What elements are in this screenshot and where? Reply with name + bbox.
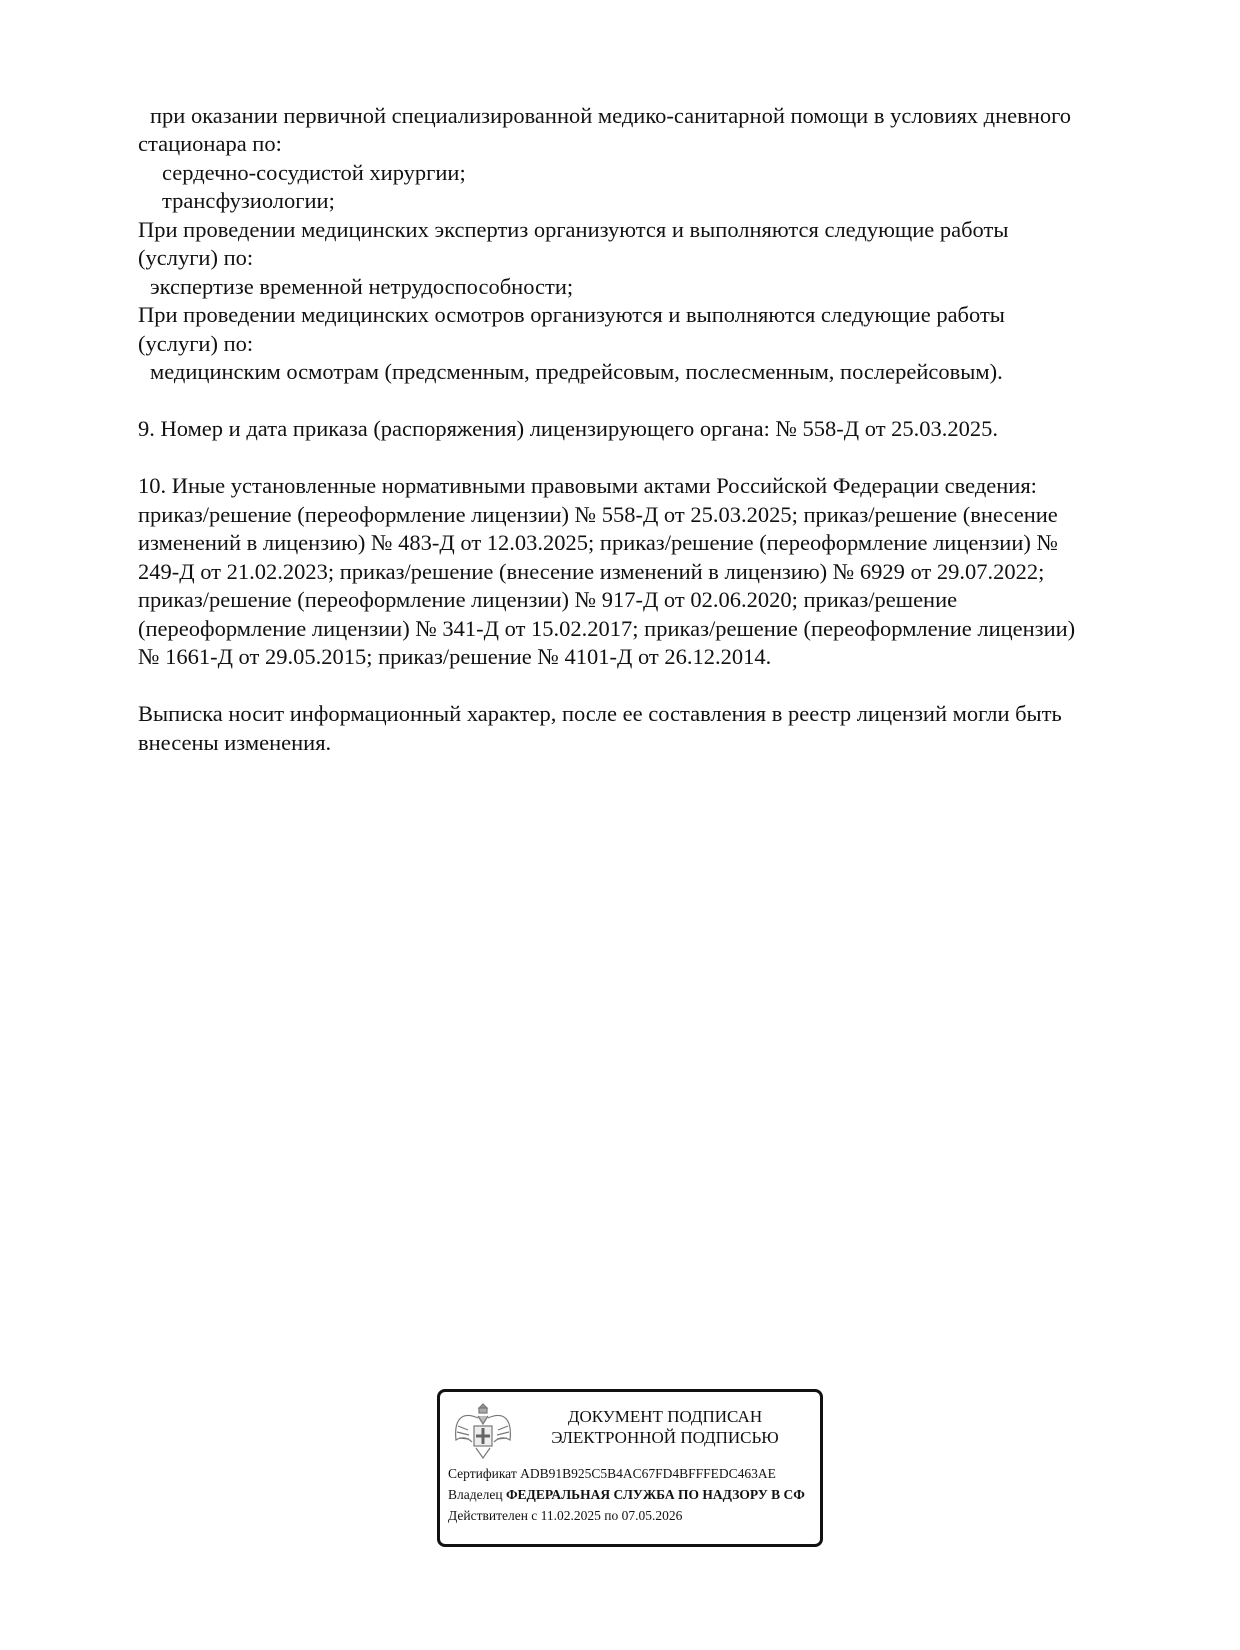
coat-of-arms-emblem-icon	[450, 1400, 516, 1466]
body-line: При проведении медицинских осмотров организуются и выполняются следующие работы	[138, 302, 1005, 327]
validity-line: Действителен с 11.02.2025 по 07.05.2026	[448, 1508, 683, 1523]
cert-label: Сертификат	[448, 1466, 517, 1481]
owner-label: Владелец	[448, 1487, 503, 1502]
note-line: внесены изменения.	[138, 730, 332, 755]
body-line: трансфузиологии;	[162, 188, 335, 213]
stamp-title-line: ДОКУМЕНТ ПОДПИСАН	[567, 1407, 763, 1426]
stamp-title-line: ЭЛЕКТРОННОЙ ПОДПИСЬЮ	[551, 1428, 779, 1447]
body-line: при оказании первичной специализированной медико-санитарной помощи в условиях дневного	[150, 103, 1071, 128]
stamp-title	[530, 1406, 800, 1448]
certificate-line	[448, 1466, 776, 1482]
item-10-line: 10. Иные установленные нормативными правовыми актами Российской Федерации сведения:	[138, 473, 1037, 498]
item-10-line: изменений в лицензию) № 483-Д от 12.03.2025; приказ/решение (переоформление лицензии) №	[138, 530, 1058, 555]
body-line: стационара по:	[138, 131, 282, 156]
owner-line	[448, 1487, 805, 1503]
body-line: сердечно-сосудистой хирургии;	[162, 160, 466, 185]
body-line: (услуги) по:	[138, 331, 254, 356]
cert-value: ADB91B925C5B4AC67FD4BFFFEDC463AE	[520, 1466, 776, 1481]
item-10-line: 249-Д от 21.02.2023; приказ/решение (внесение изменений в лицензию) № 6929 от 29.07.2022;	[138, 559, 1045, 584]
e-signature-stamp	[437, 1389, 823, 1547]
item-10-line: приказ/решение (переоформление лицензии) № 917-Д от 02.06.2020; приказ/решение	[138, 587, 958, 612]
body-line: (услуги) по:	[138, 245, 254, 270]
item-10-line: приказ/решение (переоформление лицензии) № 558-Д от 25.03.2025; приказ/решение (внесение	[138, 502, 1058, 527]
item-10-line: (переоформление лицензии) № 341-Д от 15.02.2017; приказ/решение (переоформление лицензии)	[138, 616, 1076, 641]
body-line: экспертизе временной нетрудоспособности;	[150, 274, 574, 299]
item-9: 9. Номер и дата приказа (распоряжения) лицензирующего органа: № 558-Д от 25.03.2025.	[138, 416, 999, 441]
body-line: При проведении медицинских экспертиз организуются и выполняются следующие работы	[138, 217, 1009, 242]
owner-value: ФЕДЕРАЛЬНАЯ СЛУЖБА ПО НАДЗОРУ В СФ	[505, 1487, 805, 1502]
item-10-line: № 1661-Д от 29.05.2015; приказ/решение № 4101-Д от 26.12.2014.	[138, 644, 772, 669]
body-line: медицинским осмотрам (предсменным, предрейсовым, послесменным, послерейсовым).	[150, 359, 1003, 384]
note-line: Выписка носит информационный характер, после ее составления в реестр лицензий могли быть	[138, 701, 1062, 726]
